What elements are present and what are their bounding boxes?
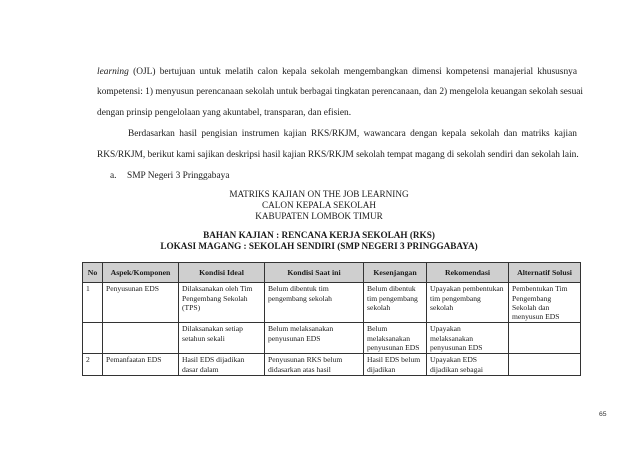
cell-kondisi-ideal: Dilaksanakan setiap setahun sekali xyxy=(179,323,265,354)
italic-term: learning xyxy=(97,67,129,77)
column-header-aspek: Aspek/Komponen xyxy=(103,263,179,283)
table-row xyxy=(83,283,581,323)
cell-kondisi-ideal: Hasil EDS dijadikan dasar dalam xyxy=(179,354,265,376)
cell-alternatif-solusi: Pembentukan Tim Pengembang Sekolah dan menyusun EDS xyxy=(509,283,581,323)
body-line-4: Berdasarkan hasil pengisian instrumen kajian RKS/RKJM, wawancara dengan kepala sekolah dan matriks kajian xyxy=(128,129,577,139)
cell-kondisi-saat-ini: Penyusunan RKS belum didasarkan atas hasil xyxy=(265,354,364,376)
cell-no: 2 xyxy=(83,354,103,376)
cell-kesenjangan: Hasil EDS belum dijadikan xyxy=(364,354,427,376)
matrix-title: MATRIKS KAJIAN ON THE JOB LEARNING xyxy=(229,189,409,199)
column-header-kondisi-saat-ini: Kondisi Saat ini xyxy=(265,263,364,283)
body-line-1 xyxy=(97,66,577,78)
page-number: 65 xyxy=(599,411,607,418)
table-row xyxy=(83,354,581,376)
cell-alternatif-solusi xyxy=(509,354,581,376)
body-line-1-text: (OJL) bertujuan untuk melatih calon kepala sekolah mengembangkan dimensi kompetensi manajerial khususnya xyxy=(128,67,577,77)
list-marker: a. xyxy=(110,171,117,181)
cell-alternatif-solusi xyxy=(509,323,581,354)
matrix-location: KABUPATEN LOMBOK TIMUR xyxy=(255,211,383,221)
column-header-rekomendasi: Rekomendasi xyxy=(427,263,509,283)
body-line-2: kompetensi: 1) menyusun perencanaan sekolah untuk berbagai tingkatan perencanaan, dan 2) mengelola keuangan sekolah sesuai xyxy=(97,87,584,97)
cell-aspek xyxy=(103,323,179,354)
cell-kesenjangan: Belum melaksanakan penyusunan EDS xyxy=(364,323,427,354)
table-row xyxy=(83,323,581,354)
body-line-3: dengan prinsip pengelolaan yang akuntabel, transparan, dan efisien. xyxy=(97,108,352,118)
cell-rekomendasi: Upayakan melaksanakan penyusunan EDS xyxy=(427,323,509,354)
bahan-kajian-heading: BAHAN KAJIAN : RENCANA KERJA SEKOLAH (RKS) xyxy=(203,230,435,240)
column-header-kondisi-ideal: Kondisi Ideal xyxy=(179,263,265,283)
cell-no: 1 xyxy=(83,283,103,323)
cell-no xyxy=(83,323,103,354)
column-header-alternatif-solusi: Alternatif Solusi xyxy=(509,263,581,283)
column-header-kesenjangan: Kesenjangan xyxy=(364,263,427,283)
cell-kondisi-saat-ini: Belum dibentuk tim pengembang sekolah xyxy=(265,283,364,323)
cell-rekomendasi: Upayakan pembentukan tim pengembang sekolah xyxy=(427,283,509,323)
kajian-matrix-table xyxy=(82,262,581,376)
cell-rekomendasi: Upayakan EDS dijadikan sebagai xyxy=(427,354,509,376)
body-line-5: RKS/RKJM, berikut kami sajikan deskripsi hasil kajian RKS/RKJM sekolah tempat magang di sekolah sendiri dan sekolah lain. xyxy=(97,150,579,160)
list-item-text: SMP Negeri 3 Pringgabaya xyxy=(127,171,230,181)
lokasi-magang-heading: LOKASI MAGANG : SEKOLAH SENDIRI (SMP NEGERI 3 PRINGGABAYA) xyxy=(160,241,478,251)
cell-kondisi-saat-ini: Belum melaksanakan penyusunan EDS xyxy=(265,323,364,354)
matrix-subtitle: CALON KEPALA SEKOLAH xyxy=(262,200,376,210)
column-header-no: No xyxy=(83,263,103,283)
table-header-row xyxy=(83,263,581,283)
cell-aspek: Pemanfaatan EDS xyxy=(103,354,179,376)
cell-kondisi-ideal: Dilaksanakan oleh Tim Pengembang Sekolah (TPS) xyxy=(179,283,265,323)
cell-kesenjangan: Belum dibentuk tim pengembang sekolah xyxy=(364,283,427,323)
cell-aspek: Penyusunan EDS xyxy=(103,283,179,323)
